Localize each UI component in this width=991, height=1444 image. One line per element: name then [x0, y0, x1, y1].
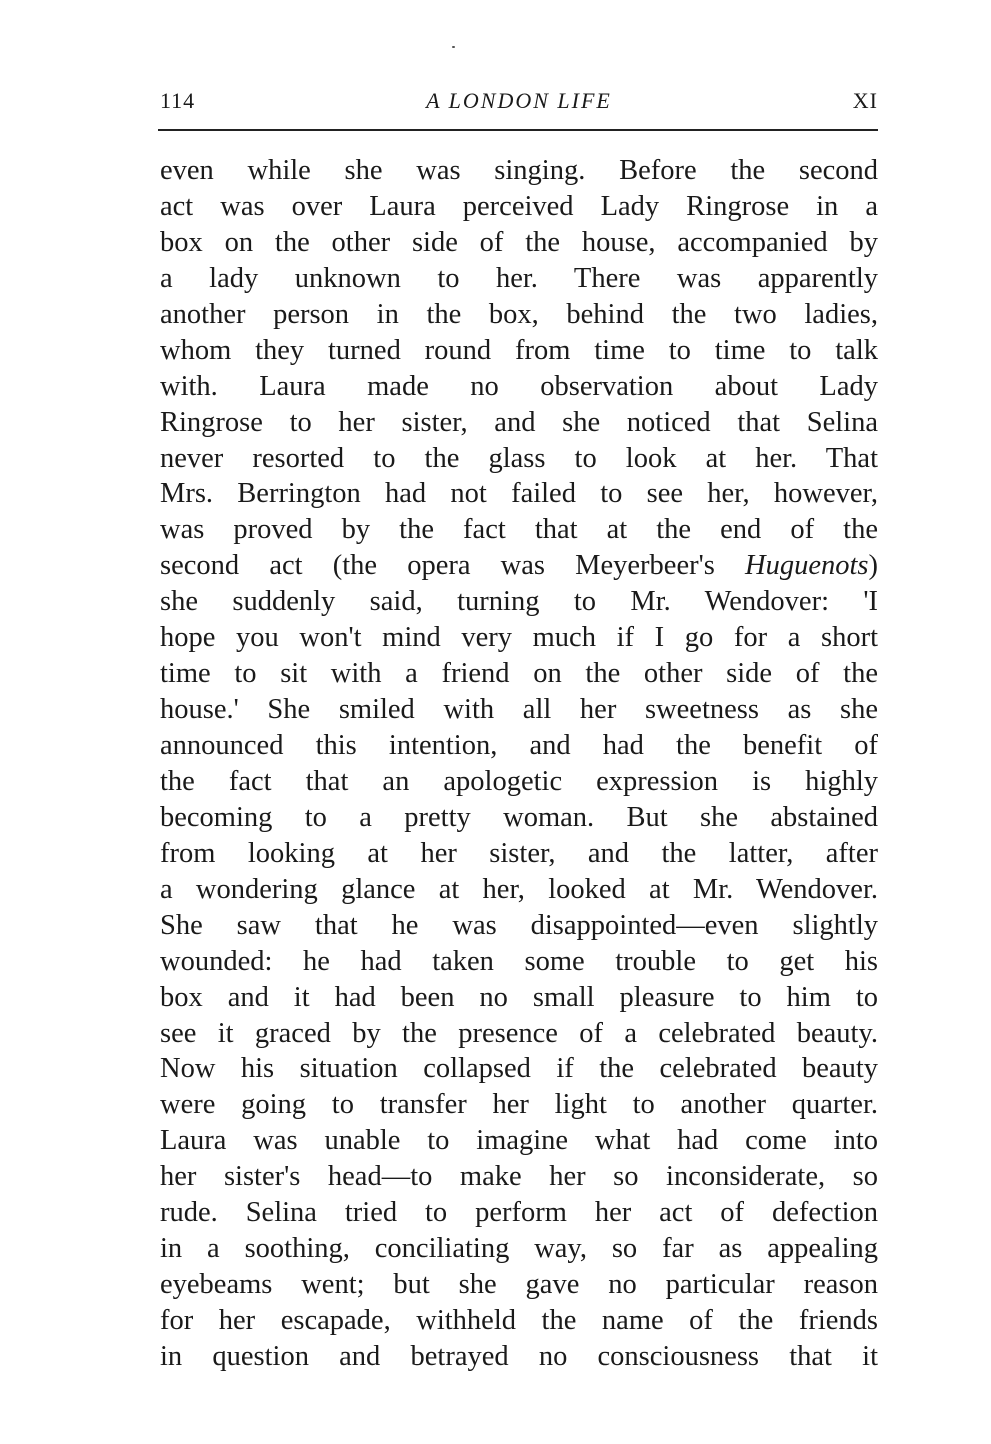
text-line: a wondering glance at her, looked at Mr. Wendover. — [160, 873, 878, 905]
page-number: 114 — [160, 88, 196, 113]
text-line: in question and betrayed no consciousness that it — [160, 1340, 878, 1372]
header-rule — [158, 129, 878, 131]
text-line: were going to transfer her light to another quarter. — [160, 1089, 878, 1121]
text-line: announced this intention, and had the benefit of — [160, 730, 878, 761]
text-line: in a soothing, conciliating way, so far as appealing — [160, 1233, 878, 1265]
running-title: A LONDON LIFE — [426, 88, 612, 113]
text-line: see it graced by the presence of a celebrated beauty. — [160, 1017, 878, 1049]
text-line: act was over Laura perceived Lady Ringrose in a — [160, 190, 878, 222]
text-line: rude. Selina tried to perform her act of defection — [160, 1197, 878, 1229]
running-header — [160, 88, 878, 122]
text-line: becoming to a pretty woman. But she abstained — [160, 801, 878, 833]
text-line: house.' She smiled with all her sweetness as she — [160, 694, 878, 726]
text-line: even while she was singing. Before the second — [160, 155, 878, 186]
text-line: Ringrose to her sister, and she noticed that Selina — [160, 406, 878, 438]
text-line: box and it had been no small pleasure to him to — [160, 981, 878, 1013]
text-line: second act (the opera was Meyerbeer's Huguenots) — [160, 550, 878, 582]
text-line: eyebeams went; but she gave no particular reason — [160, 1269, 878, 1301]
text-line: with. Laura made no observation about Lady — [160, 370, 878, 402]
text-line: her sister's head—to make her so inconsiderate, so — [160, 1161, 878, 1193]
page-body — [160, 153, 878, 1375]
text-line: She saw that he was disappointed—even slightly — [160, 909, 878, 941]
text-line: another person in the box, behind the two ladies, — [160, 298, 878, 330]
text-line: hope you won't mind very much if I go for a short — [160, 622, 878, 654]
text-line: Mrs. Berrington had not failed to see her, however, — [160, 478, 878, 510]
text-line: Laura was unable to imagine what had come into — [160, 1125, 878, 1157]
text-line: the fact that an apologetic expression is highly — [160, 765, 878, 797]
text-line: never resorted to the glass to look at her. That — [160, 442, 878, 474]
text-line: was proved by the fact that at the end of the — [160, 514, 878, 546]
text-line: wounded: he had taken some trouble to get his — [160, 945, 878, 977]
text-line: whom they turned round from time to time to talk — [160, 334, 878, 366]
text-line: she suddenly said, turning to Mr. Wendover: 'I — [160, 586, 878, 618]
print-speck — [452, 46, 455, 48]
text-line: for her escapade, withheld the name of the friends — [160, 1305, 878, 1336]
text-line: a lady unknown to her. There was apparently — [160, 262, 878, 294]
text-line: box on the other side of the house, accompanied by — [160, 226, 878, 258]
text-line: time to sit with a friend on the other side of the — [160, 658, 878, 690]
text-line: from looking at her sister, and the latter, after — [160, 837, 878, 869]
chapter-number: XI — [852, 88, 878, 113]
text-line: Now his situation collapsed if the celebrated beauty — [160, 1053, 878, 1085]
